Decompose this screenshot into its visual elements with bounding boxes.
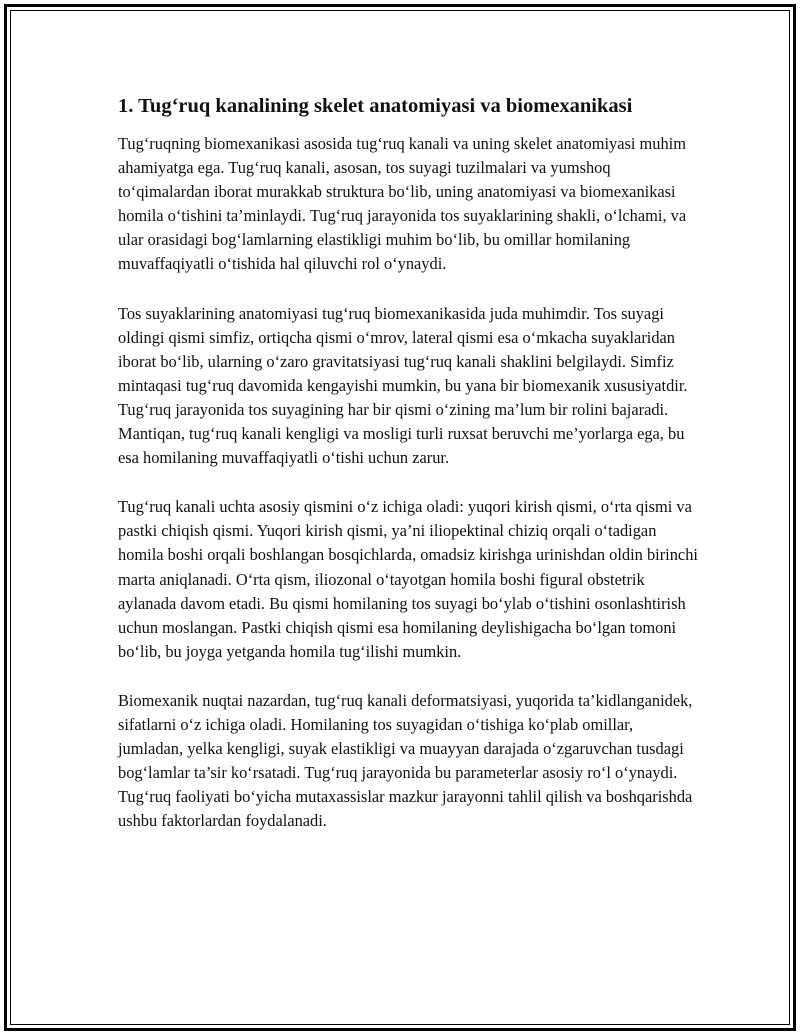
paragraph-1: Tug‘ruqning biomexanikasi asosida tug‘ruq kanali va uning skelet anatomiyasi muhim ahamiyatga ega. Tug‘ruq kanali, asosan, tos suyagi tuzilmalari va yumshoq to‘qimalardan iborat murakkab struktura bo‘lib, uning anatomiyasi va biomexanikasi homila o‘tishini ta’minlaydi. Tug‘ruq jarayonida tos suyaklarining shakli, o‘lchami, va ular orasidagi bog‘lamlarning elastikligi muhim bo‘lib, bu omillar homilaning muvaffaqiyatli o‘tishida hal qiluvchi rol o‘ynaydi. — [118, 134, 687, 274]
paragraph-3: Tug‘ruq kanali uchta asosiy qismini o‘z ichiga oladi: yuqori kirish qismi, o‘rta qismi va pastki chiqish qismi. Yuqori kirish qismi, ya’ni iliopektinal chiziq orqali o‘tadigan homila boshi orqali boshlangan bosqichlarda, omadsiz kirishga urinishdan oldin birinchi marta aniqlanadi. O‘rta qism, iliozonal o‘tayotgan homila boshi figural obstetrik aylanada davom etadi. Bu qismi homilaning tos suyagi bo‘ylab o‘tishini osonlashtirish uchun moslangan. Pastki chiqish qismi esa homilaning deylishigacha bo‘lgan tomoni bo‘lib, bu joyga yetganda homila tug‘ilishi mumkin. — [118, 497, 698, 661]
section-heading: 1. Tug‘ruq kanalining skelet anatomiyasi va biomexanikasi — [118, 95, 633, 117]
paragraph-2: Tos suyaklarining anatomiyasi tug‘ruq biomexanikasida juda muhimdir. Tos suyagi oldingi qismi simfiz, ortiqcha qismi o‘mrov, lateral qismi esa o‘mkacha suyaklaridan iborat bo‘lib, ularning o‘zaro gravitatsiyasi tug‘ruq kanali shaklini belgilaydi. Simfiz mintaqasi tug‘ruq davomida kengayishi mumkin, bu yana bir biomexanik xususiyatdir. Tug‘ruq jarayonida tos suyagining har bir qismi o‘zining ma’lum bir rolini bajaradi. Mantiqan, tug‘ruq kanali kengligi va mosligi turli ruxsat beruvchi me’yorlarga ega, bu esa homilaning muvaffaqiyatli o‘tishi uchun zarur. — [118, 303, 688, 468]
document-body — [118, 92, 698, 858]
paragraph-4: Biomexanik nuqtai nazardan, tug‘ruq kanali deformatsiyasi, yuqorida ta’kidlanganidek, sifatlarni o‘z ichiga oladi. Homilaning tos suyagidan o‘tishiga ko‘plab omillar, jumladan, yelka kengligi, suyak elastikligi va muayyan darajada o‘zgaruvchan tusdagi bog‘lamlar ta’sir ko‘rsatadi. Tug‘ruq jarayonida bu parameterlar asosiy ro‘l o‘ynaydi. Tug‘ruq faoliyati bo‘yicha mutaxassislar mazkur jarayonni tahlil qilish va boshqarishda ushbu faktorlardan foydalanadi. — [118, 690, 693, 831]
